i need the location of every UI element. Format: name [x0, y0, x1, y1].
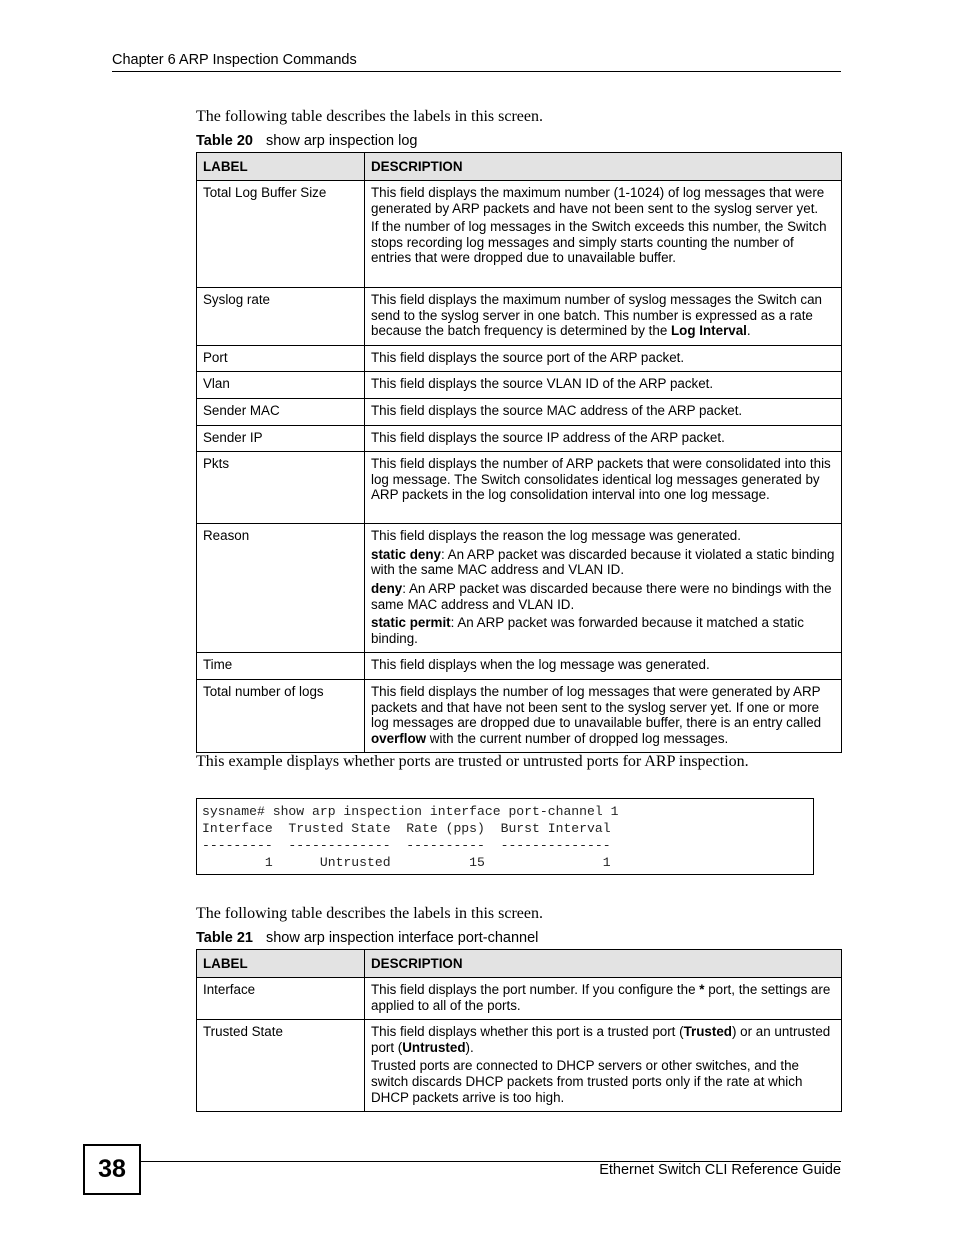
table-row [197, 288, 842, 346]
row-description: This field displays the source MAC address of the ARP packet. [365, 398, 842, 425]
description-bold: static deny [371, 546, 441, 562]
description-text: port, the settings are applied to all of the ports. [371, 982, 831, 1013]
row-label: Interface [197, 978, 365, 1020]
description-paragraph [371, 615, 835, 646]
row-label: Sender MAC [197, 398, 365, 425]
table-row [197, 653, 842, 680]
description-text: : An ARP packet was discarded because it violated a static binding with the same MAC address and VLAN ID. [371, 546, 835, 578]
table-row [197, 425, 842, 452]
intro-text-2: The following table describes the labels in this screen. [196, 905, 544, 922]
footer-guide-title: Ethernet Switch CLI Reference Guide [599, 1162, 841, 1178]
table-20-number: Table 20 [196, 133, 253, 149]
row-label: Total number of logs [197, 679, 365, 752]
row-label: Total Log Buffer Size [197, 181, 365, 288]
description-paragraph: If the number of log messages in the Switch exceeds this number, the Switch stops recording log messages and simply starts counting the number of entries that were dropped due to unavailable buffer. [371, 219, 827, 266]
table-20 [196, 152, 842, 753]
table-row [197, 372, 842, 399]
table-header-row [197, 153, 842, 181]
page-number: 38 [83, 1144, 141, 1195]
row-label: Time [197, 653, 365, 680]
chapter-header: Chapter 6 ARP Inspection Commands [112, 52, 357, 68]
description-bold: deny [371, 580, 403, 596]
row-description [365, 288, 842, 346]
cli-line: --------- ------------- ---------- -------------- [202, 838, 611, 853]
row-description [365, 679, 842, 752]
description-text: . [746, 323, 751, 339]
column-header-description: DESCRIPTION [365, 950, 842, 978]
description-paragraph: This field displays the maximum number (1-1024) of log messages that were generated by ARP packets and have not been sent to the syslog server yet. [371, 185, 825, 216]
table-row [197, 679, 842, 752]
description-paragraph [371, 547, 835, 578]
row-description: This field displays the source port of the ARP packet. [365, 345, 842, 372]
description-paragraph [371, 1024, 835, 1055]
table-21-caption [196, 930, 538, 946]
cli-line: sysname# show arp inspection interface port-channel 1 [202, 804, 619, 819]
description-paragraph [371, 684, 835, 746]
row-label: Trusted State [197, 1020, 365, 1112]
row-label: Syslog rate [197, 288, 365, 346]
row-label: Pkts [197, 452, 365, 524]
row-description [365, 1020, 842, 1112]
description-bold: Untrusted [402, 1039, 466, 1055]
table-row [197, 524, 842, 653]
description-text: : An ARP packet was discarded because there were no bindings with the same MAC address and VLAN ID. [371, 580, 832, 612]
row-description: This field displays the source VLAN ID of the ARP packet. [365, 372, 842, 399]
table-21-title: show arp inspection interface port-channel [265, 930, 539, 946]
table-row [197, 978, 842, 1020]
row-description: This field displays the source IP address of the ARP packet. [365, 425, 842, 452]
table-21-number: Table 21 [196, 930, 253, 946]
cli-line: Interface Trusted State Rate (pps) Burst Interval [202, 821, 611, 836]
description-bold: overflow [371, 730, 427, 746]
row-label: Sender IP [197, 425, 365, 452]
description-text: This field displays the port number. If you configure the [371, 982, 700, 997]
description-text: ) or an untrusted port ( [371, 1024, 831, 1055]
description-text: with the current number of dropped log messages. [426, 730, 729, 746]
description-text: ). [465, 1039, 474, 1055]
row-label: Reason [197, 524, 365, 653]
description-text: This field displays the maximum number of syslog messages the Switch can send to the syslog server in one batch. This number is expressed as a rate because the batch frequency is determined by the [371, 292, 823, 339]
table-row [197, 345, 842, 372]
cli-example-box [196, 798, 814, 875]
table-20-title: show arp inspection log [265, 133, 418, 149]
column-header-label: LABEL [197, 153, 365, 181]
table-row [197, 452, 842, 524]
row-description [365, 524, 842, 653]
row-description: This field displays the number of ARP packets that were consolidated into this log message. The Switch consolidates identical log messages generated by ARP packets in the log consolidation interval into one log message. [365, 452, 842, 524]
column-header-description: DESCRIPTION [365, 153, 842, 181]
header-divider [112, 71, 841, 72]
row-description: This field displays when the log message was generated. [365, 653, 842, 680]
description-text: This field displays the number of log messages that were generated by ARP packets and that have not been sent to the syslog server yet. If one or more log messages are dropped due to unavailable buffer, there is an entry called [371, 683, 822, 731]
description-paragraph [371, 982, 835, 1013]
description-paragraph [371, 292, 835, 339]
description-bold: Log Interval [671, 323, 747, 339]
description-bold: Trusted [683, 1024, 732, 1040]
column-header-label: LABEL [197, 950, 365, 978]
table-row [197, 1020, 842, 1112]
description-paragraph [371, 581, 835, 612]
cli-line: 1 Untrusted 15 1 [202, 855, 611, 870]
intro-text-1: The following table describes the labels in this screen. [196, 108, 544, 125]
row-label: Port [197, 345, 365, 372]
row-label: Vlan [197, 372, 365, 399]
row-description [365, 181, 842, 288]
table-row [197, 398, 842, 425]
description-bold: static permit [371, 615, 451, 631]
table-20-caption [196, 133, 418, 149]
description-text: This field displays whether this port is a trusted port ( [371, 1024, 684, 1040]
description-text: : An ARP packet was forwarded because it matched a static binding. [371, 615, 804, 646]
table-header-row [197, 950, 842, 978]
table-row [197, 181, 842, 288]
example-text: This example displays whether ports are trusted or untrusted ports for ARP inspection. [196, 753, 749, 770]
description-paragraph: Trusted ports are connected to DHCP servers or other switches, and the switch discards DHCP packets from trusted ports only if the rate at which DHCP packets arrive is too high. [371, 1058, 803, 1105]
description-paragraph: This field displays the reason the log message was generated. [371, 528, 741, 544]
table-21 [196, 949, 842, 1112]
description-bold: * [699, 982, 705, 997]
row-description [365, 978, 842, 1020]
